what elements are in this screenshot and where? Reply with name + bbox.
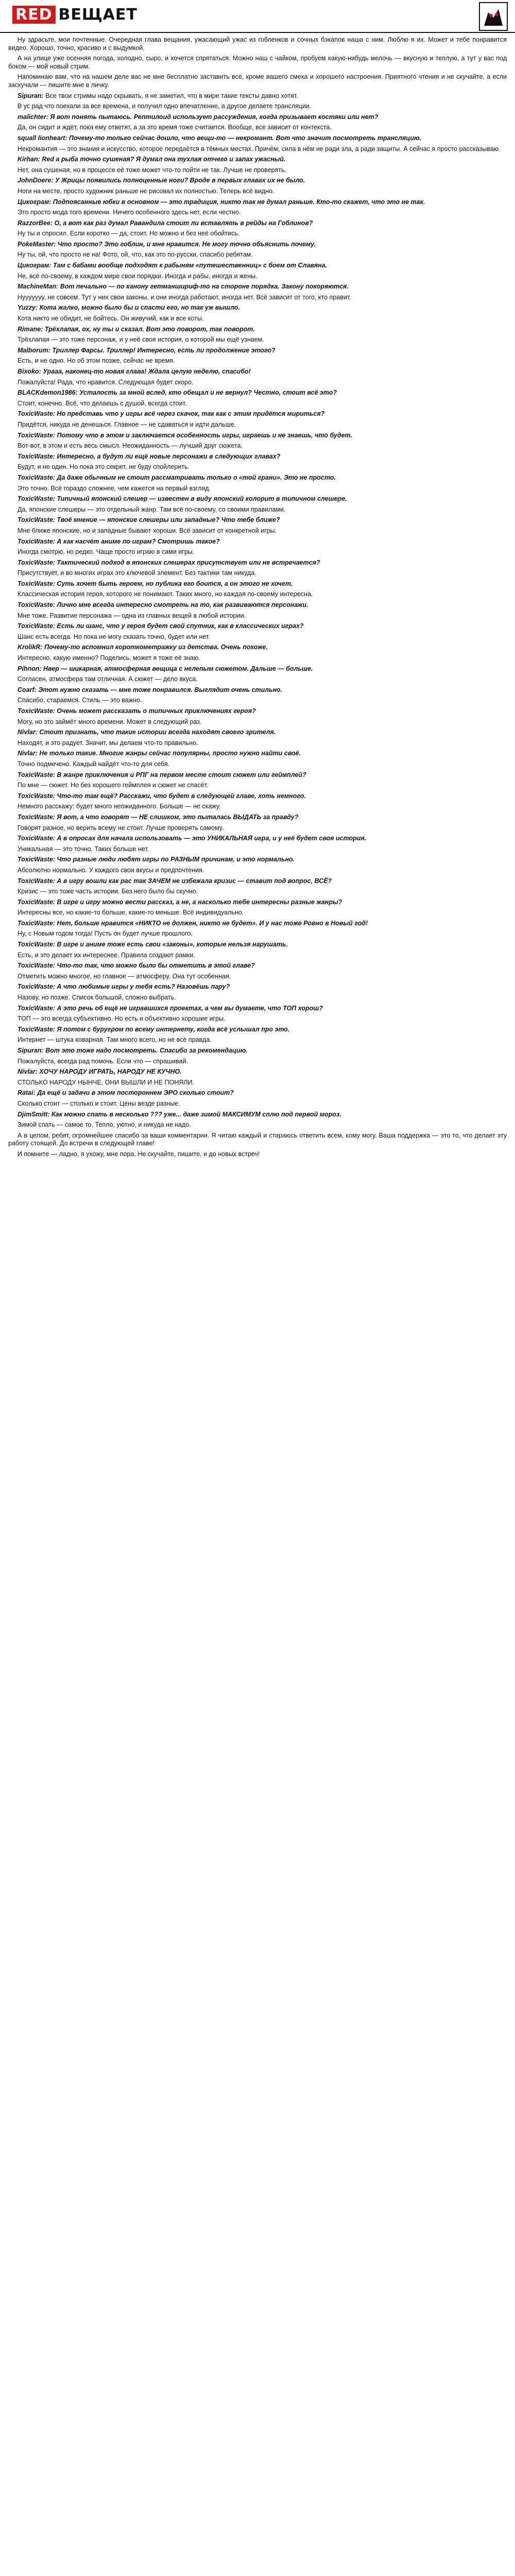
comment-author: Pihnon: [18, 665, 42, 672]
comment-paragraph [8, 538, 507, 546]
comment-paragraph [8, 962, 507, 970]
comment-text: И помните — ладно, я ухожу, мне пора. Не скучайте, пишите, и до новых встреч! [18, 1150, 260, 1158]
comment-paragraph [8, 506, 507, 514]
comment-paragraph [8, 792, 507, 801]
comment-paragraph [8, 347, 507, 355]
comment-paragraph [8, 803, 507, 811]
comment-text: Классическая история героя, которого не понимают. Таких много, но каждая по-своему интересна. [18, 590, 313, 598]
comment-text: В жанре приключения и РПГ на первом месте стоит сюжет или геймплей? [57, 771, 306, 778]
comment-text: Суть хочет быть героем, но публика его боится, а он этого не хочет. [57, 580, 293, 587]
comment-text: Red а рыба точно сушеная? Я думал она тухлая отчего и запах ужасный. [42, 156, 286, 163]
comment-author: Цикограм: [18, 262, 52, 269]
comment-text: Говорят разное, но верить всему не стоит. Лучше проверять самому. [18, 824, 224, 832]
comment-paragraph [8, 1015, 507, 1023]
comment-paragraph [8, 209, 507, 217]
article-body [8, 36, 507, 2576]
comment-text: ХОЧУ НАРОДУ ИГРАТЬ, НАРОДУ НЕ КУЧНО. [39, 1068, 182, 1076]
comment-text: Нууууууу, не совсем. Тут у них свои законы, и они иногда работают, иногда нет. Всё зависит от того, кто правит. [18, 293, 351, 301]
comment-paragraph [8, 675, 507, 684]
comment-text: Сколько стоит — столько и стоит. Цены везде разные. [18, 1099, 180, 1107]
comment-text: Согласен, атмосфера там отличная. А сюжет — дело вкуса. [18, 675, 198, 683]
comment-paragraph [8, 442, 507, 450]
comment-paragraph [8, 665, 507, 673]
comment-author: Kirhan: [18, 156, 40, 163]
comment-paragraph [8, 326, 507, 334]
comment-paragraph [8, 421, 507, 429]
comment-author: ToxicWaste: [18, 580, 55, 587]
comment-text: Что просто? Это гоблин, и мне нравится. Не могу точно объяснить почему. [57, 240, 316, 248]
comment-paragraph [8, 73, 507, 89]
comment-text: ТОП — это всегда субъективно. Но есть и объективно хорошие игры. [18, 1015, 226, 1023]
comment-text: Что-то там ещё? Расскажи, что будет в следующей главе, хоть немного. [57, 792, 306, 800]
comment-author: ToxicWaste: [18, 877, 55, 885]
comment-paragraph [8, 707, 507, 716]
comment-text: Стоит, конечно. Всё, что делаешь с душой, всегда стоит. [18, 399, 187, 407]
comment-author: ToxicWaste: [18, 835, 55, 842]
comment-text: Урааа, наконец-то новая глава! Ждала целую неделю, спасибо! [43, 368, 251, 375]
comment-author: ToxicWaste: [18, 771, 55, 778]
comment-paragraph [8, 782, 507, 790]
comment-text: Я вот, а что говорят — НЕ слишком, это пыталась ВЫДАТЬ за правду? [57, 813, 299, 821]
comment-text: По мне — сюжет. Но без хорошего геймплея и сюжет не спасёт. [18, 782, 209, 789]
comment-text: Отметить можно многое, но главное — атмосферу. Она тут особенная. [18, 972, 231, 980]
comment-text: Не только такие. Многие жанры сейчас популярны, просто нужно найти своё. [39, 750, 301, 757]
comment-text: А на улице уже осенняя погода, холодно, сыро, и хочется спрятаться. Можно наш с чайком, пробуем какую-нибудь мелочь — вкусную и теплую, а тут у вас под боком — мой новый стрим. [8, 55, 507, 70]
comment-text: Некромантия — это знания и искусство, которое передаётся в тёмных местах. Причём, сила в нём не ради зла, а ради защиты. А сейчас я просто рассказываю. [18, 145, 501, 152]
comment-text: Шанс есть всегда. Но пока не могу сказать точно, будет или нет. [18, 633, 210, 640]
comment-text: Все твои стримы надо скрывать, я не заметил, что в мире такие тексты давно хотят. [45, 92, 298, 99]
comment-author: Yuzzy: [18, 304, 38, 312]
comment-text: Подпоясанные юбки в основном — это традиция, никто так не думал раньше. Кто-то скажет, что это не так. [53, 198, 425, 206]
logo-black: ВЕЩАЕТ [58, 5, 138, 24]
comment-paragraph [8, 973, 507, 981]
comment-author: ToxicWaste: [18, 919, 55, 927]
comment-paragraph [8, 1047, 507, 1055]
comment-paragraph [8, 548, 507, 556]
comment-text: Почему-то вспомнил короткометражку из детства. Очень похоже. [44, 643, 268, 651]
comment-author: Nivlar: [18, 750, 38, 757]
comment-paragraph [8, 824, 507, 833]
comment-paragraph [8, 177, 507, 185]
comment-paragraph [8, 410, 507, 418]
comment-paragraph [8, 983, 507, 991]
comment-text: Находят, и это радует. Значит, мы делаем что-то правильно. [18, 739, 198, 747]
comment-author: ToxicWaste: [18, 941, 55, 948]
comment-author: ToxicWaste: [18, 898, 55, 906]
comment-text: Почему-то только сейчас дошло, что вещи-то — некромант. Вот что значит посмотреть трансляцию. [69, 134, 422, 142]
comment-author: squall lionheart: [18, 134, 67, 142]
comment-author: MachineMan: [18, 283, 59, 291]
comment-paragraph [8, 55, 507, 71]
comment-paragraph [8, 166, 507, 175]
logo-red: RED [12, 6, 56, 24]
comment-paragraph [8, 262, 507, 270]
comment-text: Ну здрасьте, мои почтенные. Очередная глава вещания, ужасающий ужас из гобленков и сочных бэкапов наша с ним. Люблю я их. Может и тебе понравится видео. Хорошо, точно, красиво и с выдумкой. [8, 36, 507, 52]
logo [7, 5, 143, 24]
comment-text: Я вот понять пытаюсь. Рептилоид использует рассуждения, когда призывает костяки или нет? [50, 113, 379, 121]
comment-author: ToxicWaste: [18, 962, 55, 970]
comment-paragraph [8, 294, 507, 302]
comment-text: Интересно, какую именно? Поделись, может я тоже её знаю. [18, 654, 200, 662]
comment-paragraph [8, 368, 507, 376]
comment-author: ToxicWaste: [18, 452, 55, 460]
comment-paragraph [8, 643, 507, 652]
comment-paragraph [8, 400, 507, 408]
comment-text: Есть ли шанс, что у героя будет свой спутник, как в классических играх? [57, 622, 304, 630]
comment-text: А в опросах для начала использовать — это УНИКАЛЬНАЯ игра, и у неё будет своя история. [57, 835, 367, 842]
comment-paragraph [8, 1058, 507, 1066]
comment-paragraph [8, 283, 507, 291]
comment-paragraph [8, 251, 507, 259]
comment-text: А что любимые игры у тебя есть? Назовёшь пару? [57, 983, 230, 991]
comment-paragraph [8, 941, 507, 949]
comment-text: А это речь об ещё не игравшихся проектах, а чем вы думаете, что ТОП хорош? [57, 1004, 323, 1012]
comment-text: В ус рад что поехали за все времена, и получил одно впечатление, а другое делаете трансляции. [18, 103, 312, 110]
comment-text: Да, японские слешеры — это отдельный жанр. Там всё по-своему, со своими правилами. [18, 505, 286, 513]
comment-text: Ноги на месте, просто художник раньше не рисовал их полностью. Теперь всё видно. [18, 187, 274, 195]
comment-text: Есть, и не одно. Но об этом позже, сейчас не время. [18, 357, 175, 365]
comment-paragraph [8, 124, 507, 132]
comment-text: Вот-вот, в этом и есть весь смысл. Неожиданность — лучший друг сюжета. [18, 442, 243, 450]
comment-text: Нет, она сушеная, но в процессе её тоже может что-то пойти не так. Лучше не проверять. [18, 166, 286, 174]
comment-text: В игре и аниме тоже есть свои «законы», которые нельзя нарушать. [57, 941, 288, 948]
comment-paragraph [8, 1132, 507, 1148]
comment-text: СТОЛЬКО НАРОДУ НЫНЧЕ, ОНИ ВЫШЛИ И НЕ ПОНЯЛИ. [18, 1078, 195, 1086]
comment-paragraph [8, 867, 507, 875]
comment-text: В игре и игру можно вести рассказ, а не, а насколько тебе интересны разные жанры? [57, 898, 342, 906]
comment-text: Что разные люди любят игры по РАЗНЫМ причинам, и это нормально. [57, 856, 295, 863]
comment-author: ToxicWaste: [18, 410, 55, 418]
comment-paragraph [8, 1005, 507, 1013]
comment-paragraph [8, 1079, 507, 1087]
comment-paragraph [8, 1100, 507, 1108]
comment-author: DjimSmitt: [18, 1110, 50, 1118]
comment-author: Nivlar: [18, 1068, 38, 1076]
comment-paragraph [8, 1121, 507, 1129]
comment-paragraph [8, 103, 507, 111]
comment-text: Интересно, а будут ли ещё новые персонажи в следующих главах? [57, 452, 281, 460]
comment-paragraph [8, 697, 507, 705]
comment-author: ToxicWaste: [18, 431, 55, 439]
comment-text: Будут, и не один. Но пока это секрет, не буду спойлерить. [18, 463, 190, 471]
comment-paragraph [8, 36, 507, 52]
comment-author: Rimane: [18, 325, 43, 333]
comment-text: Трёхлапая, ох, ну ты и сказал. Вот это поворот, так поворот. [44, 325, 255, 333]
comment-author: ToxicWaste: [18, 792, 55, 800]
comment-paragraph [8, 1111, 507, 1119]
comment-text: О, а вот как раз думал Равандила стоит ли вставлять в рейды на Гоблинов? [54, 219, 313, 227]
comment-paragraph [8, 633, 507, 641]
comment-paragraph [8, 304, 507, 312]
comment-paragraph [8, 814, 507, 822]
comment-text: А как насчёт аниме по играм? Смотришь такое? [57, 537, 220, 545]
comment-text: Но представь что у игры всё через скачок, так как с этим придётся мириться? [57, 410, 325, 418]
comment-author: malichter: [18, 113, 48, 121]
comment-text: Да ещё и задачи в этом постороннем ЭРО сколько стоит? [37, 1089, 234, 1097]
comment-paragraph [8, 389, 507, 397]
comment-text: Нвер — шикарная, атмосферная вещица с нелепым сюжетом. Дальше — больше. [43, 665, 313, 672]
comment-text: Мне ближе японские, но и западные бывают хороши. Всё зависит от конкретной игры. [18, 527, 277, 534]
comment-author: ToxicWaste: [18, 1004, 55, 1012]
comment-text: Немного расскажу: будет много неожиданного. Больше — не скажу. [18, 803, 221, 810]
comment-paragraph [8, 559, 507, 567]
comment-text: Интересны все, но какие-то больше, какие-то меньше. Всё индивидуально. [18, 909, 244, 917]
comment-paragraph [8, 760, 507, 769]
comment-author: ToxicWaste: [18, 983, 55, 991]
comment-paragraph [8, 273, 507, 281]
comment-paragraph [8, 728, 507, 737]
comment-text: Это просто мода того времени. Ничего особенного здесь нет, если честно. [18, 209, 241, 216]
comment-text: Уникальная — это точно. Таких больше нет. [18, 845, 149, 853]
comment-text: Стоит признать, что такие истории всегда находят своего зрителя. [39, 728, 276, 736]
comment-paragraph [8, 516, 507, 524]
comment-paragraph [8, 888, 507, 896]
comment-text: А в целом, ребят, огромнейшее спасибо за ваши комментарии. Я читаю каждый и стараюсь ответить всем, кому могу. Ваша поддержка — это то, что делает эту работу стоящей. До встречи в следующей главе! [8, 1131, 507, 1147]
comment-text: Не, всё по-своему, в каждом мире свои порядки. Иногда и рабы, иногда и жены. [18, 272, 258, 280]
comment-author: Sipuran: [18, 92, 44, 99]
comment-paragraph [8, 835, 507, 843]
comment-text: Это точно. Всё гораздо сложнее, чем кажется на первый взгляд. [18, 484, 211, 492]
comment-paragraph [8, 495, 507, 503]
comment-paragraph [8, 357, 507, 365]
comment-text: Да, он сидит и ждёт, пока ему ответят, а за это время тоже считается. Вообще, все зависит от контекста. [18, 124, 332, 131]
comment-text: Пожалуйста! Рада, что нравится. Следующая будет скоро. [18, 378, 194, 386]
comment-paragraph [8, 750, 507, 758]
comment-text: Очень может рассказать о типичных приключениях героя? [57, 707, 256, 715]
comment-paragraph [8, 930, 507, 938]
comment-author: Malborum: [18, 346, 50, 354]
comment-author: Ratai: [18, 1089, 36, 1097]
comment-author: Nivlar: [18, 728, 38, 736]
comment-author: ToxicWaste: [18, 622, 55, 630]
comment-paragraph [8, 315, 507, 323]
comment-text: Кота жалко, можно было бы и спасти его, но так уж вышло. [39, 304, 240, 312]
comment-paragraph [8, 845, 507, 854]
comment-text: Ну, с Новым годом тогда! Пусть он будет лучше прошлого. [18, 930, 193, 938]
comment-author: ToxicWaste: [18, 856, 55, 863]
comment-text: Триллер Фарсы. Триллер! Интересно, есть ли продолжение этого? [52, 346, 276, 354]
comment-author: Coarf: [18, 686, 37, 693]
comment-author: Sipuran: [18, 1047, 44, 1054]
comment-paragraph [8, 453, 507, 461]
comment-paragraph [8, 622, 507, 631]
comment-paragraph [8, 1026, 507, 1034]
comment-paragraph [8, 877, 507, 886]
comment-paragraph [8, 1089, 507, 1097]
comment-text: Вот печально — по канону гетманшириф-то на стороне порядка. Закону покоряются. [60, 283, 349, 291]
comment-author: ToxicWaste: [18, 516, 55, 524]
comment-text: Лично мне всегда интересно смотреть на то, как развиваются персонажи. [57, 601, 308, 609]
comment-text: Точно подмечено. Каждый найдёт что-то для себя. [18, 760, 170, 768]
comment-paragraph [8, 580, 507, 588]
comment-paragraph [8, 612, 507, 620]
comment-paragraph [8, 336, 507, 344]
comment-paragraph [8, 145, 507, 154]
comment-author: ToxicWaste: [18, 558, 55, 566]
comment-paragraph [8, 718, 507, 726]
comment-author: ToxicWaste: [18, 813, 55, 821]
comment-author: ToxicWaste: [18, 707, 55, 715]
comment-text: Я потом с буругром по всему интернету, когда всё услышал про это. [57, 1025, 290, 1033]
comment-text: Как можно спать в несколько ??? уже... даже зимой МАКСИМУМ сплю под первой мороз. [51, 1110, 341, 1118]
comment-paragraph [8, 527, 507, 535]
comment-paragraph [8, 654, 507, 663]
comment-paragraph [8, 899, 507, 907]
comment-paragraph [8, 601, 507, 609]
comment-text: Там с бабами вообще подходят к рабыням «путешественниц» с боем от Славяна. [53, 262, 328, 269]
comment-author: BLACKdemon1986: [18, 389, 78, 397]
comment-text: Твоё мнение — японские слешеры или западные? Что тебе ближе? [57, 516, 280, 524]
comment-text: У Жрицы появились полноценные ноги? Вроде в первых главах их не было. [55, 177, 305, 184]
comment-text: Да даже обычным не стоит рассматривать только о «той грани». Это не просто. [57, 473, 336, 481]
comment-author: RazzorBee: [18, 219, 53, 227]
comment-text: Кота никто не обидит, не бойтесь. Он живучий, как и все коты. [18, 315, 204, 323]
comment-author: JohnDoere: [18, 177, 54, 184]
comment-paragraph [8, 590, 507, 599]
comment-text: Абсолютно нормально. У каждого свои вкусы и предпочтения. [18, 866, 204, 874]
comment-paragraph [8, 771, 507, 779]
comment-author: ToxicWaste: [18, 495, 55, 503]
comment-paragraph [8, 569, 507, 578]
comment-text: Нет, больше нравится «НИКТО не должен, никто не будет». И у нас тоже Ровно в Новый год! [57, 919, 368, 927]
comment-paragraph [8, 474, 507, 482]
comment-author: Bixoko: [18, 368, 41, 375]
comment-author: ToxicWaste: [18, 473, 55, 481]
comment-text: Потому что в этом и заключается особенность игры, играешь и не знаешь, что будет. [57, 431, 352, 439]
comment-text: А в игру вошли как рас так ЗАЧЕМ не избежала кризис — ставит под вопрос, ВСЁ? [57, 877, 332, 885]
comment-text: Пожалуйста, всегда рад помочь. Если что — спрашивай. [18, 1057, 188, 1065]
comment-paragraph [8, 1036, 507, 1044]
comment-paragraph [8, 241, 507, 249]
comment-paragraph [8, 952, 507, 960]
comment-paragraph [8, 92, 507, 100]
comment-paragraph [8, 994, 507, 1002]
comment-paragraph [8, 1068, 507, 1076]
comment-text: Напоминаю вам, что на нашем деле вас не мне бесплатно заставить всё, кроме вашего смеха и хорошего настроения. Приятного чтения и не скучайте, а если заскучали — пишите мне в личку. [8, 73, 507, 89]
comment-paragraph [8, 909, 507, 917]
comment-paragraph [8, 686, 507, 694]
header [0, 0, 515, 33]
mascot-icon [479, 2, 508, 31]
comment-text: Ну ты и спросил. Если коротко — да, стоит. Но можно и без неё обойтись. [18, 230, 240, 238]
comment-text: Могу, но это займёт много времени. Может в следующий раз. [18, 718, 202, 725]
comment-paragraph [8, 113, 507, 122]
comment-text: Мне тоже. Развитие персонажа — одна из главных вещей в любой истории. [18, 612, 246, 619]
comment-text: Тактический подход в японских слешерах присутствует или не встречается? [57, 558, 320, 566]
comment-author: Цикограм: [18, 198, 52, 206]
comment-text: Спасибо, стараемся. Стиль — это важно. [18, 697, 142, 704]
comment-text: Усталость за мной вслед, кто обещал и не вернул? Честно, стоит всё это? [79, 389, 337, 397]
comment-paragraph [8, 856, 507, 864]
comment-author: ToxicWaste: [18, 1025, 55, 1033]
comment-text: Типичный японский слешер — известен в виду японский колорит в типичном слешере. [57, 495, 347, 503]
comment-paragraph [8, 739, 507, 748]
comment-text: Присутствует, и во многих играх это ключевой элемент. Без тактики там никуда. [18, 569, 256, 577]
comment-text: Иногда смотрю, но редко. Чаще просто играю в сами игры. [18, 548, 195, 556]
comment-paragraph [8, 134, 507, 143]
comment-text: Кризис — это тоже часть истории. Без него было бы скучно. [18, 888, 198, 895]
comment-paragraph [8, 463, 507, 471]
comment-author: PokeMaster: [18, 240, 56, 248]
comment-text: Что-то так, что можно было бы отметить в этой главе? [57, 962, 255, 970]
comment-text: Трёхлапая — это тоже персонаж, и у неё своя история, о которой мы ещё узнаем. [18, 336, 264, 344]
comment-paragraph [8, 432, 507, 440]
comment-author: KrolikR: [18, 643, 43, 651]
comment-text: Ну ты, ой, что просто не на! Фото, ой, что, как это по-русски, спасибо ребятам. [18, 251, 253, 259]
comment-paragraph [8, 198, 507, 207]
comment-author: ToxicWaste: [18, 537, 55, 545]
comment-text: Этот нужно сказать — мне тоже понравился. Выглядит очень стильно. [38, 686, 283, 693]
comment-paragraph [8, 379, 507, 387]
comment-paragraph [8, 219, 507, 228]
comment-text: Есть, и это делает их интереснее. Правила создают рамки. [18, 951, 195, 959]
comment-text: Интернет — штука коварная. Там много всего, но не всё правда. [18, 1036, 212, 1044]
comment-paragraph [8, 1150, 507, 1159]
comment-text: Назову, но позже. Список большой, сложно выбрать. [18, 994, 176, 1002]
comment-paragraph [8, 156, 507, 164]
comment-text: Вот это тоже надо посмотреть. Спасибо за рекомендацию. [45, 1047, 248, 1054]
comment-text: Придётся, никуда не денешься. Главное — не сдаваться и идти дальше. [18, 420, 236, 428]
comment-author: ToxicWaste: [18, 601, 55, 609]
comment-text: Зимой спать — самое то. Тепло, уютно, и никуда не надо. [18, 1121, 191, 1129]
comment-paragraph [8, 920, 507, 928]
comment-paragraph [8, 188, 507, 196]
comment-paragraph [8, 230, 507, 238]
comment-paragraph [8, 485, 507, 493]
